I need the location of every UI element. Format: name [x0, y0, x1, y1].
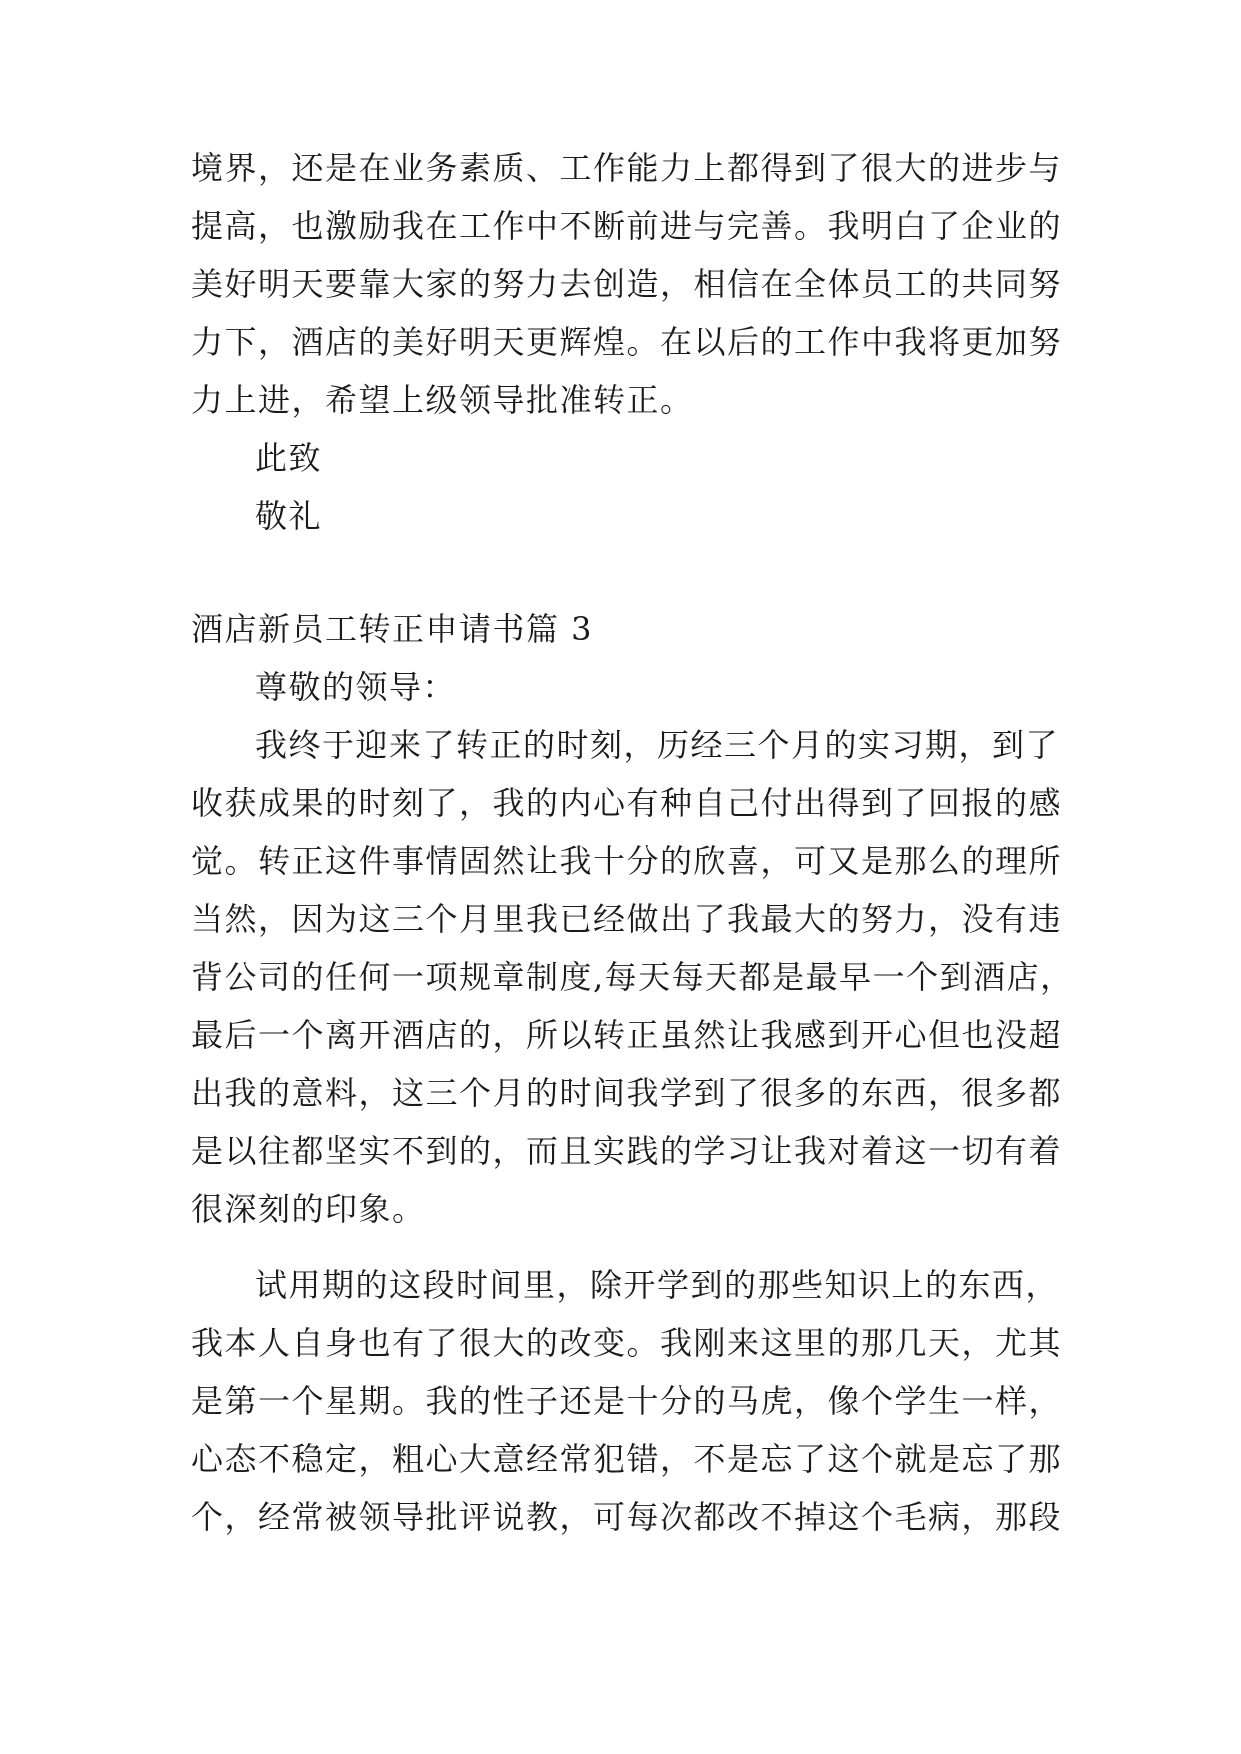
- paragraph-line: 力上进，希望上级领导批准转正。: [191, 381, 694, 419]
- paragraph-line: 试用期的这段时间里，除开学到的那些知识上的东西，: [255, 1266, 1060, 1304]
- paragraph-line: 美好明天要靠大家的努力去创造，相信在全体员工的共同努: [191, 265, 1063, 303]
- paragraph-line: 提高，也激励我在工作中不断前进与完善。我明白了企业的: [191, 207, 1063, 245]
- paragraph-line: 境界，还是在业务素质、工作能力上都得到了很大的进步与: [191, 149, 1063, 187]
- paragraph-line: 出我的意料，这三个月的时间我学到了很多的东西，很多都: [191, 1074, 1063, 1112]
- paragraph-line: 我本人自身也有了很大的改变。我刚来这里的那几天，尤其: [191, 1324, 1063, 1362]
- section-title: 酒店新员工转正申请书篇 3: [191, 610, 594, 648]
- paragraph-line: 很深刻的印象。: [191, 1190, 426, 1228]
- paragraph-line: 是以往都坚实不到的，而且实践的学习让我对着这一切有着: [191, 1132, 1063, 1170]
- salutation: 尊敬的领导：: [255, 668, 457, 706]
- paragraph-line: 背公司的任何一项规章制度,每天每天都是最早一个到酒店，: [191, 958, 1074, 996]
- paragraph-line: 当然，因为这三个月里我已经做出了我最大的努力，没有违: [191, 900, 1063, 938]
- paragraph-line: 是第一个星期。我的性子还是十分的马虎，像个学生一样，: [191, 1382, 1063, 1420]
- paragraph-line: 个，经常被领导批评说教，可每次都改不掉这个毛病，那段: [191, 1498, 1063, 1536]
- paragraph-line: 收获成果的时刻了，我的内心有种自己付出得到了回报的感: [191, 784, 1063, 822]
- closing-regards: 此致: [255, 439, 323, 477]
- paragraph-line: 觉。转正这件事情固然让我十分的欣喜，可又是那么的理所: [191, 842, 1063, 880]
- paragraph-line: 力下，酒店的美好明天更辉煌。在以后的工作中我将更加努: [191, 323, 1063, 361]
- paragraph-line: 最后一个离开酒店的，所以转正虽然让我感到开心但也没超: [191, 1016, 1063, 1054]
- paragraph-line: 我终于迎来了转正的时刻，历经三个月的实习期，到了: [255, 726, 1060, 764]
- closing-salute: 敬礼: [255, 497, 323, 535]
- paragraph-line: 心态不稳定，粗心大意经常犯错，不是忘了这个就是忘了那: [191, 1440, 1063, 1478]
